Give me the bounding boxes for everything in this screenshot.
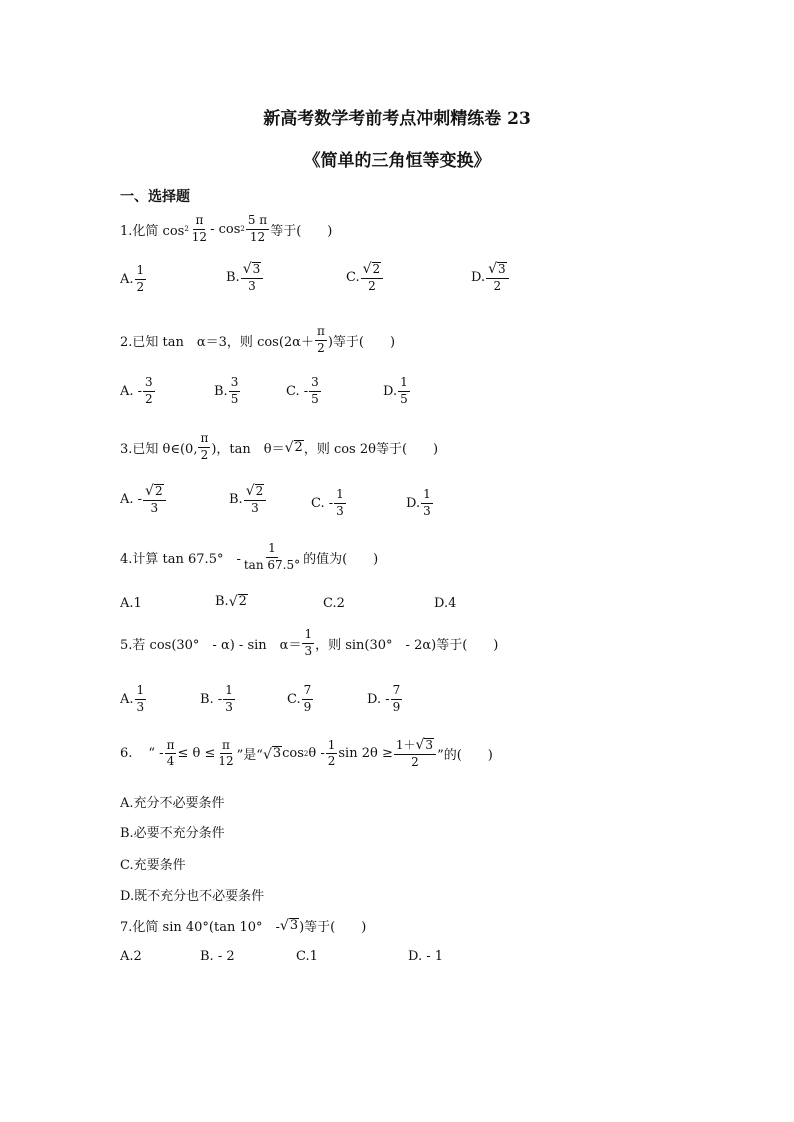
question-2: 2.已知 tan α＝3，则 cos(2α＋ $\frac{\pi}{2}$ )等于( ) [120, 324, 396, 355]
page-subtitle: 《简单的三角恒等变换》 [303, 151, 491, 171]
q4-option-c[interactable]: C.2 [323, 596, 345, 611]
q1-option-a[interactable]: A. $\frac{1}{2}$ [120, 263, 145, 294]
sqrt: √ 2 [228, 594, 247, 611]
sqrt: √ 2 [362, 261, 381, 278]
q6-option-d[interactable]: D.既不充分也不必要条件 [120, 889, 265, 904]
q3-option-d[interactable]: D. $\frac{1}{3}$ [406, 487, 431, 518]
sqrt: √ 3 [242, 261, 261, 278]
q5-option-b[interactable]: B. - $\frac{1}{3}$ [200, 683, 233, 714]
sqrt: √ 3 [279, 917, 299, 935]
q6-option-a[interactable]: A.充分不必要条件 [120, 796, 225, 811]
q5-option-c[interactable]: C. $\frac{7}{9}$ [287, 683, 312, 714]
q7-option-c[interactable]: C.1 [296, 949, 318, 964]
q2-option-d[interactable]: D. $\frac{1}{5}$ [383, 375, 408, 406]
q7-option-d[interactable]: D. - 1 [408, 949, 444, 964]
q2-option-b[interactable]: B. $\frac{3}{5}$ [214, 375, 239, 406]
question-6: 6. “ - $\frac{\pi}{4}$ ≤ θ ≤ $\frac{\pi}{12}$ ”是“ √ 3 cos 2 θ - $\frac{1}{2}$ sin 2θ ≥ 1＋ √ 3 2 ”的( ) [120, 737, 493, 769]
question-5: 5.若 cos(30° - α) - sin α＝ $\frac{1}{3}$ ，则 sin(30° - 2α)等于( ) [120, 627, 499, 658]
q2-option-a[interactable]: A. - $\frac{3}{2}$ [120, 375, 153, 406]
q1-option-b[interactable]: B. √ 3 3 [226, 262, 264, 294]
fraction: $\frac{\pi}{12}$ [191, 213, 208, 244]
sqrt: √ 2 [245, 483, 264, 500]
q4-option-b[interactable]: B. √ 2 [215, 594, 247, 611]
fraction: $\frac{5 \pi}{12}$ [247, 213, 268, 244]
sqrt: √ 3 [415, 737, 434, 754]
q6-option-c[interactable]: C.充要条件 [120, 858, 186, 873]
q3-option-a[interactable]: A. - √ 2 3 [120, 484, 167, 516]
question-7: 7.化简 sin 40°(tan 10° - √ 3 )等于( ) [120, 917, 367, 935]
sqrt: √ 2 [284, 439, 303, 456]
question-4: 4.计算 tan 67.5° - $\frac{1}{\tan 67.5^\circ}$ 的值为( ) [120, 541, 379, 572]
q2-option-c[interactable]: C. - $\frac{3}{5}$ [286, 375, 319, 406]
q1-option-d[interactable]: D. √ 3 2 [471, 262, 510, 294]
question-1: 1.化简 cos 2 $\frac{\pi}{12}$ - cos 2 $\frac{5 \pi}{12}$ 等于( ) [120, 213, 333, 244]
q7-option-b[interactable]: B. - 2 [200, 949, 235, 964]
sqrt: √ 3 [262, 746, 282, 763]
q4-option-a[interactable]: A.1 [120, 596, 142, 611]
sqrt: √ 2 [145, 483, 163, 500]
q5-option-a[interactable]: A. $\frac{1}{3}$ [120, 683, 145, 714]
q4-option-d[interactable]: D.4 [434, 596, 457, 611]
q7-option-a[interactable]: A.2 [120, 949, 142, 964]
q3-option-c[interactable]: C. - $\frac{1}{3}$ [311, 487, 344, 518]
q3-option-b[interactable]: B. √ 2 3 [229, 484, 267, 516]
q5-option-d[interactable]: D. - $\frac{7}{9}$ [367, 683, 401, 714]
section-heading: 一、选择题 [120, 189, 190, 205]
page-title: 新高考数学考前考点冲刺精练卷 23 [263, 109, 531, 129]
question-3: 3.已知 θ∈(0, $\frac{\pi}{2}$ )，tan θ＝ √ 2 ，则 cos 2θ等于( ) [120, 431, 439, 462]
q6-option-b[interactable]: B.必要不充分条件 [120, 826, 225, 841]
q1-option-c[interactable]: C. √ 2 2 [346, 262, 384, 294]
sqrt: √ 3 [488, 261, 506, 278]
